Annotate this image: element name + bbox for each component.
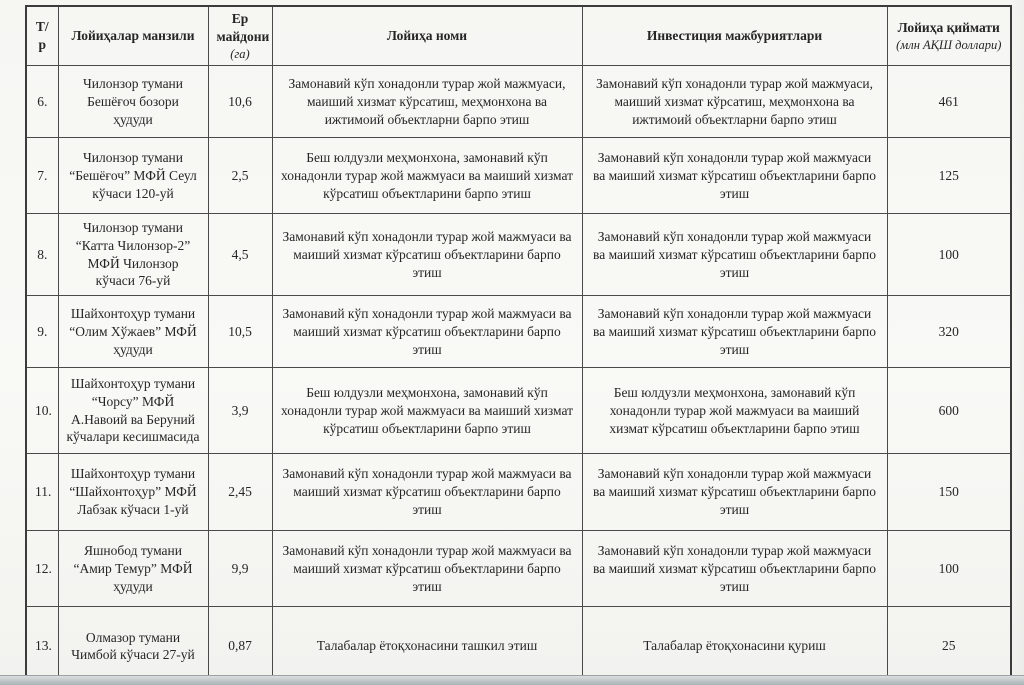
cell-project-value: 125 — [887, 138, 1011, 214]
cell-project-address: Шайхонтоҳур тумани “Чорсу” МФЙ А.Навоий ва Беруний кўчалари кесишмасида — [58, 368, 208, 454]
header-cell-address — [58, 6, 208, 66]
cell-land-area: 0,87 — [208, 607, 272, 685]
cell-project-value: 25 — [887, 607, 1011, 685]
header-cell-value — [887, 6, 1011, 66]
cell-row-number: 6. — [26, 66, 58, 138]
cell-project-name: Беш юлдузли меҳмонхона, замонавий кўп хонадонли турар жой мажмуаси ва маиший хизмат кўрсатиш объектларини барпо этиш — [272, 368, 582, 454]
cell-project-value: 100 — [887, 531, 1011, 607]
cell-row-number: 11. — [26, 454, 58, 531]
cell-project-name: Замонавий кўп хонадонли турар жой мажмуаси ва маиший хизмат кўрсатиш объектларини барпо этиш — [272, 214, 582, 296]
cell-project-address: Шайхонтоҳур тумани “Олим Хўжаев” МФЙ ҳудуди — [58, 296, 208, 368]
cell-project-address: Олмазор тумани Чимбой кўчаси 27-уй — [58, 607, 208, 685]
cell-project-address: Чилонзор тумани Бешёғоч бозори ҳудуди — [58, 66, 208, 138]
cell-investment-obligations: Замонавий кўп хонадонли турар жой мажмуаси ва маиший хизмат кўрсатиш объектларини барпо этиш — [582, 296, 887, 368]
header-cell-project-name — [272, 6, 582, 66]
header-sublabel-value: (млн АҚШ доллари) — [896, 37, 1002, 52]
cell-investment-obligations: Замонавий кўп хонадонли турар жой мажмуаси ва маиший хизмат кўрсатиш объектларини барпо этиш — [582, 454, 887, 531]
scan-bottom-band — [0, 675, 1024, 685]
header-cell-num — [26, 6, 58, 66]
cell-project-address: Чилонзор тумани “Бешёғоч” МФЙ Сеул кўчаси 120-уй — [58, 138, 208, 214]
header-label-num: Т/р — [35, 19, 49, 53]
table-row — [26, 607, 1011, 685]
table-row — [26, 138, 1011, 214]
header-row — [26, 6, 1011, 66]
table-row — [26, 296, 1011, 368]
cell-project-address: Шайхонтоҳур тумани “Шайхонтоҳур” МФЙ Лабзак кўчаси 1-уй — [58, 454, 208, 531]
cell-land-area: 3,9 — [208, 368, 272, 454]
cell-project-value: 150 — [887, 454, 1011, 531]
header-label-value: Лойиҳа қиймати — [897, 19, 1000, 35]
cell-project-name: Замонавий кўп хонадонли турар жой мажмуаси ва маиший хизмат кўрсатиш объектларини барпо этиш — [272, 531, 582, 607]
header-cell-area — [208, 6, 272, 66]
cell-investment-obligations: Замонавий кўп хонадонли турар жой мажмуаси, маиший хизмат кўрсатиш, меҳмонхона ва ижтимоий объектларни барпо этиш — [582, 66, 887, 138]
cell-investment-obligations: Беш юлдузли меҳмонхона, замонавий кўп хонадонли турар жой мажмуаси ва маиший хизмат кўрсатиш объектларини барпо этиш — [582, 368, 887, 454]
cell-project-value: 461 — [887, 66, 1011, 138]
cell-land-area: 2,45 — [208, 454, 272, 531]
header-sublabel-area: (га) — [230, 46, 250, 61]
header-label-address: Лойиҳалар манзили — [71, 28, 195, 44]
cell-land-area: 9,9 — [208, 531, 272, 607]
header-cell-investment — [582, 6, 887, 66]
table-row — [26, 214, 1011, 296]
cell-row-number: 8. — [26, 214, 58, 296]
cell-row-number: 13. — [26, 607, 58, 685]
cell-land-area: 10,5 — [208, 296, 272, 368]
cell-investment-obligations: Замонавий кўп хонадонли турар жой мажмуаси ва маиший хизмат кўрсатиш объектларини барпо этиш — [582, 138, 887, 214]
cell-investment-obligations: Талабалар ётоқхонасини қуриш — [582, 607, 887, 685]
scan-edge-shadow — [1010, 0, 1024, 685]
table-row — [26, 454, 1011, 531]
header-label-project-name: Лойиҳа номи — [386, 28, 468, 44]
cell-project-value: 100 — [887, 214, 1011, 296]
cell-row-number: 9. — [26, 296, 58, 368]
header-label-investment: Инвестиция мажбуриятлари — [646, 28, 823, 44]
projects-table — [25, 5, 1012, 685]
table-row — [26, 66, 1011, 138]
cell-project-name: Беш юлдузли меҳмонхона, замонавий кўп хонадонли турар жой мажмуаси ва маиший хизмат кўрсатиш объектларини барпо этиш — [272, 138, 582, 214]
cell-project-name: Замонавий кўп хонадонли турар жой мажмуаси ва маиший хизмат кўрсатиш объектларини барпо этиш — [272, 296, 582, 368]
cell-investment-obligations: Замонавий кўп хонадонли турар жой мажмуаси ва маиший хизмат кўрсатиш объектларини барпо этиш — [582, 531, 887, 607]
table-row — [26, 531, 1011, 607]
table-row — [26, 368, 1011, 454]
cell-project-name: Замонавий кўп хонадонли турар жой мажмуаси ва маиший хизмат кўрсатиш объектларини барпо этиш — [272, 454, 582, 531]
cell-project-name: Талабалар ётоқхонасини ташкил этиш — [272, 607, 582, 685]
header-label-area: Ер майдони — [216, 11, 270, 44]
cell-land-area: 10,6 — [208, 66, 272, 138]
cell-row-number: 10. — [26, 368, 58, 454]
cell-land-area: 2,5 — [208, 138, 272, 214]
cell-land-area: 4,5 — [208, 214, 272, 296]
cell-row-number: 7. — [26, 138, 58, 214]
cell-investment-obligations: Замонавий кўп хонадонли турар жой мажмуаси ва маиший хизмат кўрсатиш объектларини барпо этиш — [582, 214, 887, 296]
cell-project-value: 320 — [887, 296, 1011, 368]
cell-project-address: Яшнобод тумани “Амир Темур” МФЙ ҳудуди — [58, 531, 208, 607]
cell-row-number: 12. — [26, 531, 58, 607]
cell-project-value: 600 — [887, 368, 1011, 454]
cell-project-address: Чилонзор тумани “Катта Чилонзор-2” МФЙ Чилонзор кўчаси 76-уй — [58, 214, 208, 296]
cell-project-name: Замонавий кўп хонадонли турар жой мажмуаси, маиший хизмат кўрсатиш, меҳмонхона ва ижтимоий объектларни барпо этиш — [272, 66, 582, 138]
